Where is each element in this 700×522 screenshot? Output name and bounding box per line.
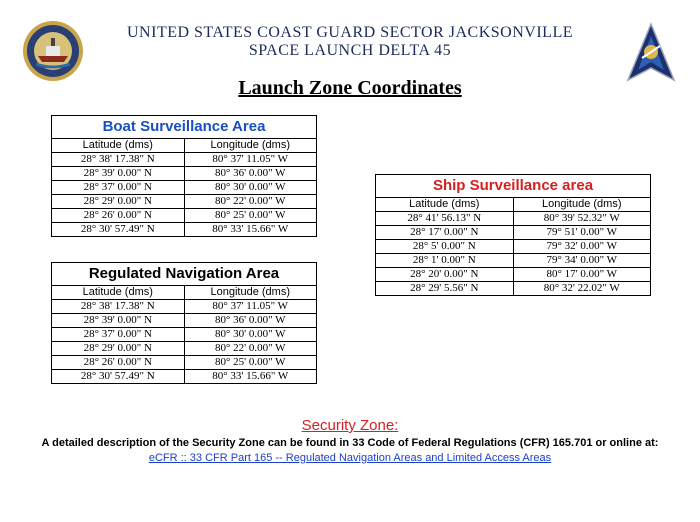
table-row [52, 300, 317, 314]
latitude-header: Latitude (dms) [376, 198, 514, 212]
longitude-cell: 80° 36' 0.00" W [184, 167, 317, 181]
table-title: Boat Surveillance Area [52, 116, 317, 139]
table-row [52, 328, 317, 342]
security-zone-heading: Security Zone: [301, 417, 399, 434]
table-row [376, 226, 651, 240]
longitude-cell: 79° 51' 0.00" W [513, 226, 651, 240]
longitude-header: Longitude (dms) [184, 286, 317, 300]
latitude-cell: 28° 37' 0.00" N [52, 328, 185, 342]
security-zone-description: A detailed description of the Security Zone can be found in 33 Code of Federal Regulations (CFR) 165.701 or online at: [41, 437, 659, 449]
table-row [52, 167, 317, 181]
table-row [52, 370, 317, 384]
ecfr-link[interactable]: eCFR :: 33 CFR Part 165 -- Regulated Navigation Areas and Limited Access Areas [148, 452, 552, 464]
latitude-cell: 28° 26' 0.00" N [52, 209, 185, 223]
latitude-cell: 28° 20' 0.00" N [376, 268, 514, 282]
page-title: Launch Zone Coordinates [238, 77, 462, 99]
table-row [52, 181, 317, 195]
longitude-cell: 80° 33' 15.66" W [184, 223, 317, 237]
longitude-cell: 80° 30' 0.00" W [184, 181, 317, 195]
table-row [376, 268, 651, 282]
table-row [52, 223, 317, 237]
latitude-cell: 28° 38' 17.38" N [52, 300, 185, 314]
latitude-cell: 28° 38' 17.38" N [52, 153, 185, 167]
latitude-cell: 28° 1' 0.00" N [376, 254, 514, 268]
longitude-cell: 80° 30' 0.00" W [184, 328, 317, 342]
longitude-cell: 79° 34' 0.00" W [513, 254, 651, 268]
longitude-cell: 80° 37' 11.05" W [184, 300, 317, 314]
table-title: Ship Surveillance area [376, 175, 651, 198]
longitude-cell: 80° 36' 0.00" W [184, 314, 317, 328]
longitude-cell: 80° 25' 0.00" W [184, 356, 317, 370]
table-title: Regulated Navigation Area [52, 263, 317, 286]
longitude-cell: 80° 22' 0.00" W [184, 195, 317, 209]
longitude-cell: 80° 37' 11.05" W [184, 153, 317, 167]
longitude-cell: 80° 39' 52.32" W [513, 212, 651, 226]
table-row [376, 254, 651, 268]
latitude-cell: 28° 41' 56.13" N [376, 212, 514, 226]
latitude-cell: 28° 29' 0.00" N [52, 195, 185, 209]
table-row [52, 209, 317, 223]
longitude-cell: 80° 25' 0.00" W [184, 209, 317, 223]
longitude-cell: 80° 32' 22.02" W [513, 282, 651, 296]
table-row [376, 212, 651, 226]
table-row [52, 314, 317, 328]
latitude-cell: 28° 37' 0.00" N [52, 181, 185, 195]
latitude-cell: 28° 29' 5.56" N [376, 282, 514, 296]
longitude-header: Longitude (dms) [184, 139, 317, 153]
table-row [52, 356, 317, 370]
longitude-header: Longitude (dms) [513, 198, 651, 212]
ship-surveillance-table [375, 174, 651, 296]
latitude-cell: 28° 26' 0.00" N [52, 356, 185, 370]
table-row [52, 342, 317, 356]
table-row [52, 153, 317, 167]
longitude-cell: 80° 33' 15.66" W [184, 370, 317, 384]
latitude-cell: 28° 30' 57.49" N [52, 223, 185, 237]
latitude-header: Latitude (dms) [52, 139, 185, 153]
coast-guard-seal-icon [22, 20, 84, 82]
table-row [52, 195, 317, 209]
table-row [376, 282, 651, 296]
table-row [376, 240, 651, 254]
latitude-header: Latitude (dms) [52, 286, 185, 300]
latitude-cell: 28° 39' 0.00" N [52, 167, 185, 181]
longitude-cell: 80° 17' 0.00" W [513, 268, 651, 282]
latitude-cell: 28° 5' 0.00" N [376, 240, 514, 254]
space-delta-emblem-icon [624, 22, 678, 84]
header-title: UNITED STATES COAST GUARD SECTOR JACKSONVILLE [127, 24, 573, 41]
latitude-cell: 28° 29' 0.00" N [52, 342, 185, 356]
regulated-navigation-table [51, 262, 317, 384]
longitude-cell: 80° 22' 0.00" W [184, 342, 317, 356]
latitude-cell: 28° 17' 0.00" N [376, 226, 514, 240]
latitude-cell: 28° 30' 57.49" N [52, 370, 185, 384]
boat-surveillance-table [51, 115, 317, 237]
latitude-cell: 28° 39' 0.00" N [52, 314, 185, 328]
longitude-cell: 79° 32' 0.00" W [513, 240, 651, 254]
header-subtitle: SPACE LAUNCH DELTA 45 [248, 42, 452, 59]
